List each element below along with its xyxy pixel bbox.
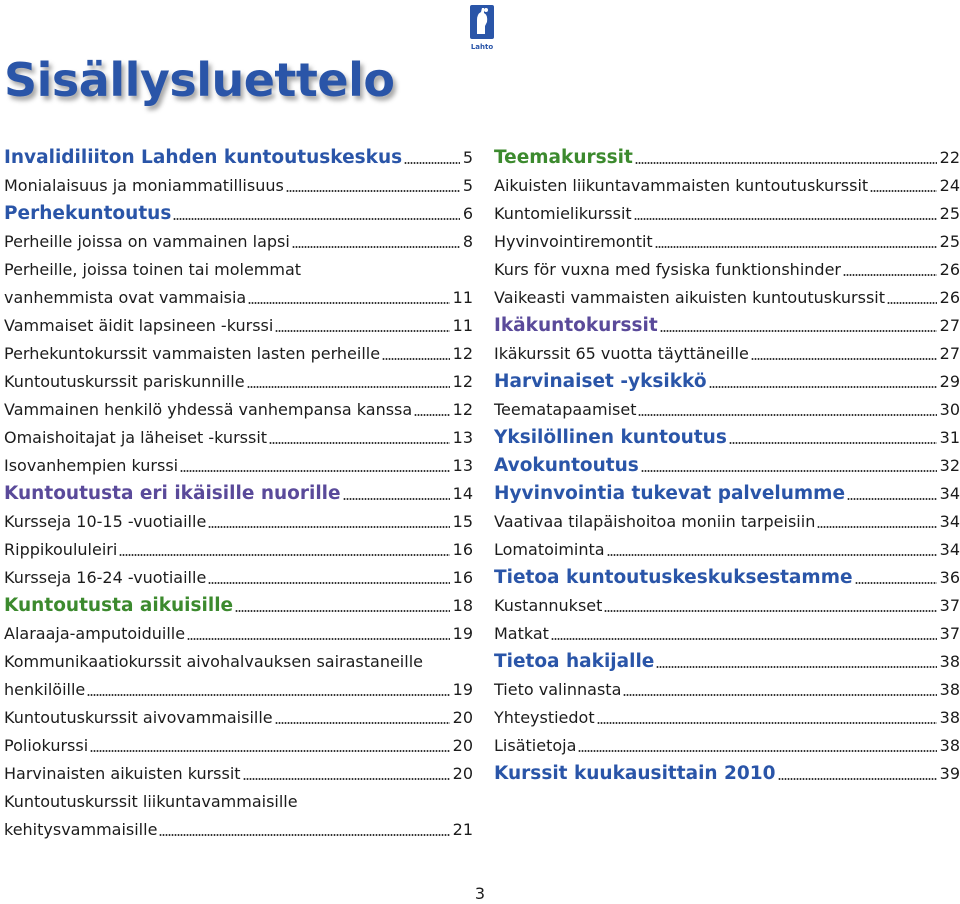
toc-entry — [494, 392, 960, 420]
toc-entry — [4, 168, 473, 196]
toc-dot-leader — [87, 694, 449, 696]
toc-entry-title: Teemakurssit — [494, 147, 633, 168]
toc-dot-leader — [180, 470, 450, 472]
toc-page-number: 20 — [452, 736, 473, 755]
toc-dot-leader — [275, 330, 449, 332]
toc-entry-title: Vaativaa tilapäishoitoa moniin tarpeisiin — [494, 512, 816, 531]
toc-dot-leader — [623, 694, 936, 696]
toc-section-heading — [494, 560, 960, 588]
toc-dot-leader — [817, 526, 936, 528]
toc-section-heading — [494, 140, 960, 168]
toc-entry-title: Tietoa kuntoutuskeskuksestamme — [494, 567, 853, 588]
toc-dot-leader — [286, 190, 460, 192]
toc-entry — [4, 532, 473, 560]
toc-entry — [4, 392, 473, 420]
toc-entry — [4, 280, 473, 308]
toc-entry-title: Hyvinvointiremontit — [494, 232, 653, 251]
toc-page-number: 37 — [939, 624, 960, 643]
toc-page-number: 13 — [452, 428, 473, 447]
toc-entry-title: Kurs för vuxna med fysiska funktionshinder — [494, 260, 841, 279]
toc-entry-title: henkilöille — [4, 680, 86, 699]
toc-entry-title: Perhekuntoutus — [4, 203, 172, 224]
toc-dot-leader — [778, 778, 937, 780]
toc-page-number: 36 — [939, 568, 960, 587]
toc-page-number: 12 — [452, 344, 473, 363]
toc-page-number: 15 — [452, 512, 473, 531]
toc-page-number: 34 — [939, 484, 960, 503]
toc-entry — [4, 672, 473, 700]
toc-page-number: 25 — [939, 204, 960, 223]
toc-entry — [4, 700, 473, 728]
toc-entry-title: Avokuntoutus — [494, 455, 639, 476]
toc-entry — [494, 336, 960, 364]
toc-page-number: 11 — [452, 288, 473, 307]
toc-entry — [494, 280, 960, 308]
toc-section-heading — [494, 644, 960, 672]
toc-left-column — [4, 140, 473, 840]
toc-entry — [494, 728, 960, 756]
toc-entry-title: Kuntoutusta aikuisille — [4, 595, 234, 616]
toc-section-heading — [494, 420, 960, 448]
toc-entry — [494, 504, 960, 532]
toc-entry-title: Invalidiliiton Lahden kuntoutuskeskus — [4, 147, 403, 168]
toc-page-number: 26 — [939, 288, 960, 307]
toc-dot-leader — [248, 302, 449, 304]
toc-page-number: 26 — [939, 260, 960, 279]
toc-entry-title: Kuntoutuskurssit pariskunnille — [4, 372, 245, 391]
toc-dot-leader — [641, 470, 937, 472]
toc-dot-leader — [243, 778, 450, 780]
toc-entry — [494, 588, 960, 616]
toc-section-heading — [494, 308, 960, 336]
toc-entry-title: Kustannukset — [494, 596, 603, 615]
toc-page-number: 21 — [452, 820, 473, 839]
toc-entry — [494, 224, 960, 252]
toc-entry-title: Perheille, joissa toinen tai molemmat — [4, 260, 302, 279]
toc-dot-leader — [208, 526, 449, 528]
toc-entry — [4, 784, 473, 812]
toc-dot-leader — [634, 218, 937, 220]
toc-dot-leader — [119, 554, 449, 556]
toc-page-number: 31 — [939, 428, 960, 447]
toc-dot-leader — [275, 722, 450, 724]
toc-entry — [4, 616, 473, 644]
toc-entry — [4, 644, 473, 672]
toc-entry-title: Monialaisuus ja moniammatillisuus — [4, 176, 284, 195]
toc-dot-leader — [292, 246, 460, 248]
toc-dot-leader — [870, 190, 936, 192]
toc-entry-title: Kuntomielikurssit — [494, 204, 632, 223]
toc-entry-title: Tieto valinnasta — [494, 680, 622, 699]
toc-dot-leader — [660, 330, 937, 332]
toc-entry-title: Aikuisten liikuntavammaisten kuntoutuskurssit — [494, 176, 869, 195]
toc-page-number: 38 — [939, 652, 960, 671]
toc-dot-leader — [638, 414, 936, 416]
toc-entry-title: Vammaiset äidit lapsineen -kurssi — [4, 316, 274, 335]
toc-entry — [4, 560, 473, 588]
toc-page-number: 27 — [939, 316, 960, 335]
toc-dot-leader — [551, 638, 937, 640]
toc-page-number: 37 — [939, 596, 960, 615]
toc-section-heading — [4, 140, 473, 168]
toc-entry-title: Isovanhempien kurssi — [4, 456, 179, 475]
toc-entry — [494, 196, 960, 224]
toc-entry-title: Lomatoiminta — [494, 540, 605, 559]
toc-entry — [494, 252, 960, 280]
toc-page-number: 22 — [939, 148, 960, 167]
toc-section-heading — [4, 476, 473, 504]
toc-entry-title: Kuntoutuskurssit liikuntavammaisille — [4, 792, 298, 811]
toc-entry-title: kehitysvammaisille — [4, 820, 158, 839]
toc-page-number: 27 — [939, 344, 960, 363]
toc-entry-title: Teematapaamiset — [494, 400, 637, 419]
toc-entry-title: Perhekuntokurssit vammaisten lasten perheille — [4, 344, 381, 363]
toc-entry-title: vanhemmista ovat vammaisia — [4, 288, 247, 307]
toc-dot-leader — [597, 722, 937, 724]
toc-entry-title: Ikäkuntokurssit — [494, 315, 658, 336]
toc-section-heading — [494, 756, 960, 784]
toc-entry — [4, 364, 473, 392]
toc-entry — [4, 728, 473, 756]
toc-page-number: 38 — [939, 680, 960, 699]
toc-page-number: 19 — [452, 680, 473, 699]
toc-dot-leader — [607, 554, 937, 556]
toc-entry — [494, 532, 960, 560]
toc-section-heading — [4, 196, 473, 224]
toc-page-number: 18 — [452, 596, 473, 615]
toc-entry-title: Lisätietoja — [494, 736, 577, 755]
toc-dot-leader — [208, 582, 449, 584]
toc-entry-title: Perheille joissa on vammainen lapsi — [4, 232, 290, 251]
toc-entry-title: Hyvinvointia tukevat palvelumme — [494, 483, 845, 504]
toc-page-number: 12 — [452, 400, 473, 419]
toc-dot-leader — [578, 750, 936, 752]
toc-dot-leader — [187, 638, 450, 640]
toc-entry-title: Harvinaiset -yksikkö — [494, 371, 707, 392]
toc-entry-title: Harvinaisten aikuisten kurssit — [4, 764, 241, 783]
toc-entry-title: Matkat — [494, 624, 549, 643]
page-title: Sisällysluettelo — [4, 53, 395, 107]
toc-page-number: 38 — [939, 736, 960, 755]
toc-dot-leader — [159, 834, 449, 836]
toc-section-heading — [494, 476, 960, 504]
toc-page-number: 13 — [452, 456, 473, 475]
toc-page-number: 34 — [939, 512, 960, 531]
toc-dot-leader — [847, 498, 937, 500]
toc-page-number: 16 — [452, 540, 473, 559]
toc-dot-leader — [604, 610, 936, 612]
toc-page-number: 32 — [939, 456, 960, 475]
toc-page-number: 12 — [452, 372, 473, 391]
toc-page-number: 25 — [939, 232, 960, 251]
toc-dot-leader — [269, 442, 450, 444]
toc-section-heading — [494, 364, 960, 392]
toc-page-number: 19 — [452, 624, 473, 643]
toc-page-number: 8 — [462, 232, 473, 251]
toc-dot-leader — [173, 218, 459, 220]
toc-page-number: 39 — [939, 764, 960, 783]
toc-entry-title: Ikäkurssit 65 vuotta täyttäneille — [494, 344, 749, 363]
toc-entry-title: Omaishoitajat ja läheiset -kurssit — [4, 428, 268, 447]
toc-page-number: 6 — [462, 204, 473, 223]
toc-page-number: 30 — [939, 400, 960, 419]
toc-entry-title: Vammainen henkilö yhdessä vanhempansa kanssa — [4, 400, 413, 419]
toc-dot-leader — [655, 246, 937, 248]
toc-dot-leader — [247, 386, 450, 388]
toc-dot-leader — [656, 666, 936, 668]
toc-entry-title: Kursseja 10-15 -vuotiaille — [4, 512, 207, 531]
toc-entry — [4, 812, 473, 840]
toc-entry-title: Rippikoululeiri — [4, 540, 118, 559]
toc-entry — [494, 168, 960, 196]
toc-entry — [4, 336, 473, 364]
logo-text: Lahto — [470, 43, 494, 51]
toc-dot-leader — [855, 582, 937, 584]
toc-page-number: 16 — [452, 568, 473, 587]
invalidiliitto-logo-icon — [469, 4, 495, 52]
toc-entry-title: Kuntoutuskurssit aivovammaisille — [4, 708, 273, 727]
toc-section-heading — [494, 448, 960, 476]
toc-right-column — [494, 140, 960, 784]
toc-page-number: 24 — [939, 176, 960, 195]
toc-dot-leader — [235, 610, 450, 612]
page-number: 3 — [474, 884, 486, 903]
toc-dot-leader — [90, 750, 449, 752]
toc-dot-leader — [887, 302, 937, 304]
toc-page-number: 11 — [452, 316, 473, 335]
toc-dot-leader — [414, 414, 449, 416]
toc-entry-title: Yhteystiedot — [494, 708, 595, 727]
toc-entry-title: Tietoa hakijalle — [494, 651, 655, 672]
toc-entry-title: Kursseja 16-24 -vuotiaille — [4, 568, 207, 587]
toc-entry — [494, 700, 960, 728]
toc-dot-leader — [404, 162, 460, 164]
toc-dot-leader — [751, 358, 937, 360]
toc-dot-leader — [709, 386, 937, 388]
toc-dot-leader — [635, 162, 937, 164]
toc-page-number: 14 — [452, 484, 473, 503]
toc-entry-title: Yksilöllinen kuntoutus — [494, 427, 727, 448]
toc-page-number: 5 — [462, 148, 473, 167]
toc-entry — [4, 420, 473, 448]
toc-entry-title: Vaikeasti vammaisten aikuisten kuntoutuskurssit — [494, 288, 885, 307]
toc-entry-title: Alaraaja-amputoiduille — [4, 624, 186, 643]
toc-entry-title: Kurssit kuukausittain 2010 — [494, 763, 776, 784]
toc-entry — [494, 616, 960, 644]
toc-entry-title: Poliokurssi — [4, 736, 89, 755]
toc-entry — [4, 448, 473, 476]
toc-page-number: 20 — [452, 708, 473, 727]
toc-page-number: 20 — [452, 764, 473, 783]
toc-entry — [4, 224, 473, 252]
toc-entry — [4, 756, 473, 784]
toc-dot-leader — [843, 274, 937, 276]
toc-page-number: 38 — [939, 708, 960, 727]
toc-dot-leader — [382, 358, 450, 360]
toc-page-number: 5 — [462, 176, 473, 195]
toc-dot-leader — [343, 498, 450, 500]
toc-dot-leader — [729, 442, 937, 444]
toc-page-number: 34 — [939, 540, 960, 559]
toc-entry-title: Kommunikaatiokurssit aivohalvauksen sairastaneille — [4, 652, 423, 671]
toc-entry — [4, 504, 473, 532]
toc-page-number: 29 — [939, 372, 960, 391]
toc-entry — [4, 252, 473, 280]
toc-entry-title: Kuntoutusta eri ikäisille nuorille — [4, 483, 341, 504]
toc-entry — [4, 308, 473, 336]
toc-entry — [494, 672, 960, 700]
toc-section-heading — [4, 588, 473, 616]
